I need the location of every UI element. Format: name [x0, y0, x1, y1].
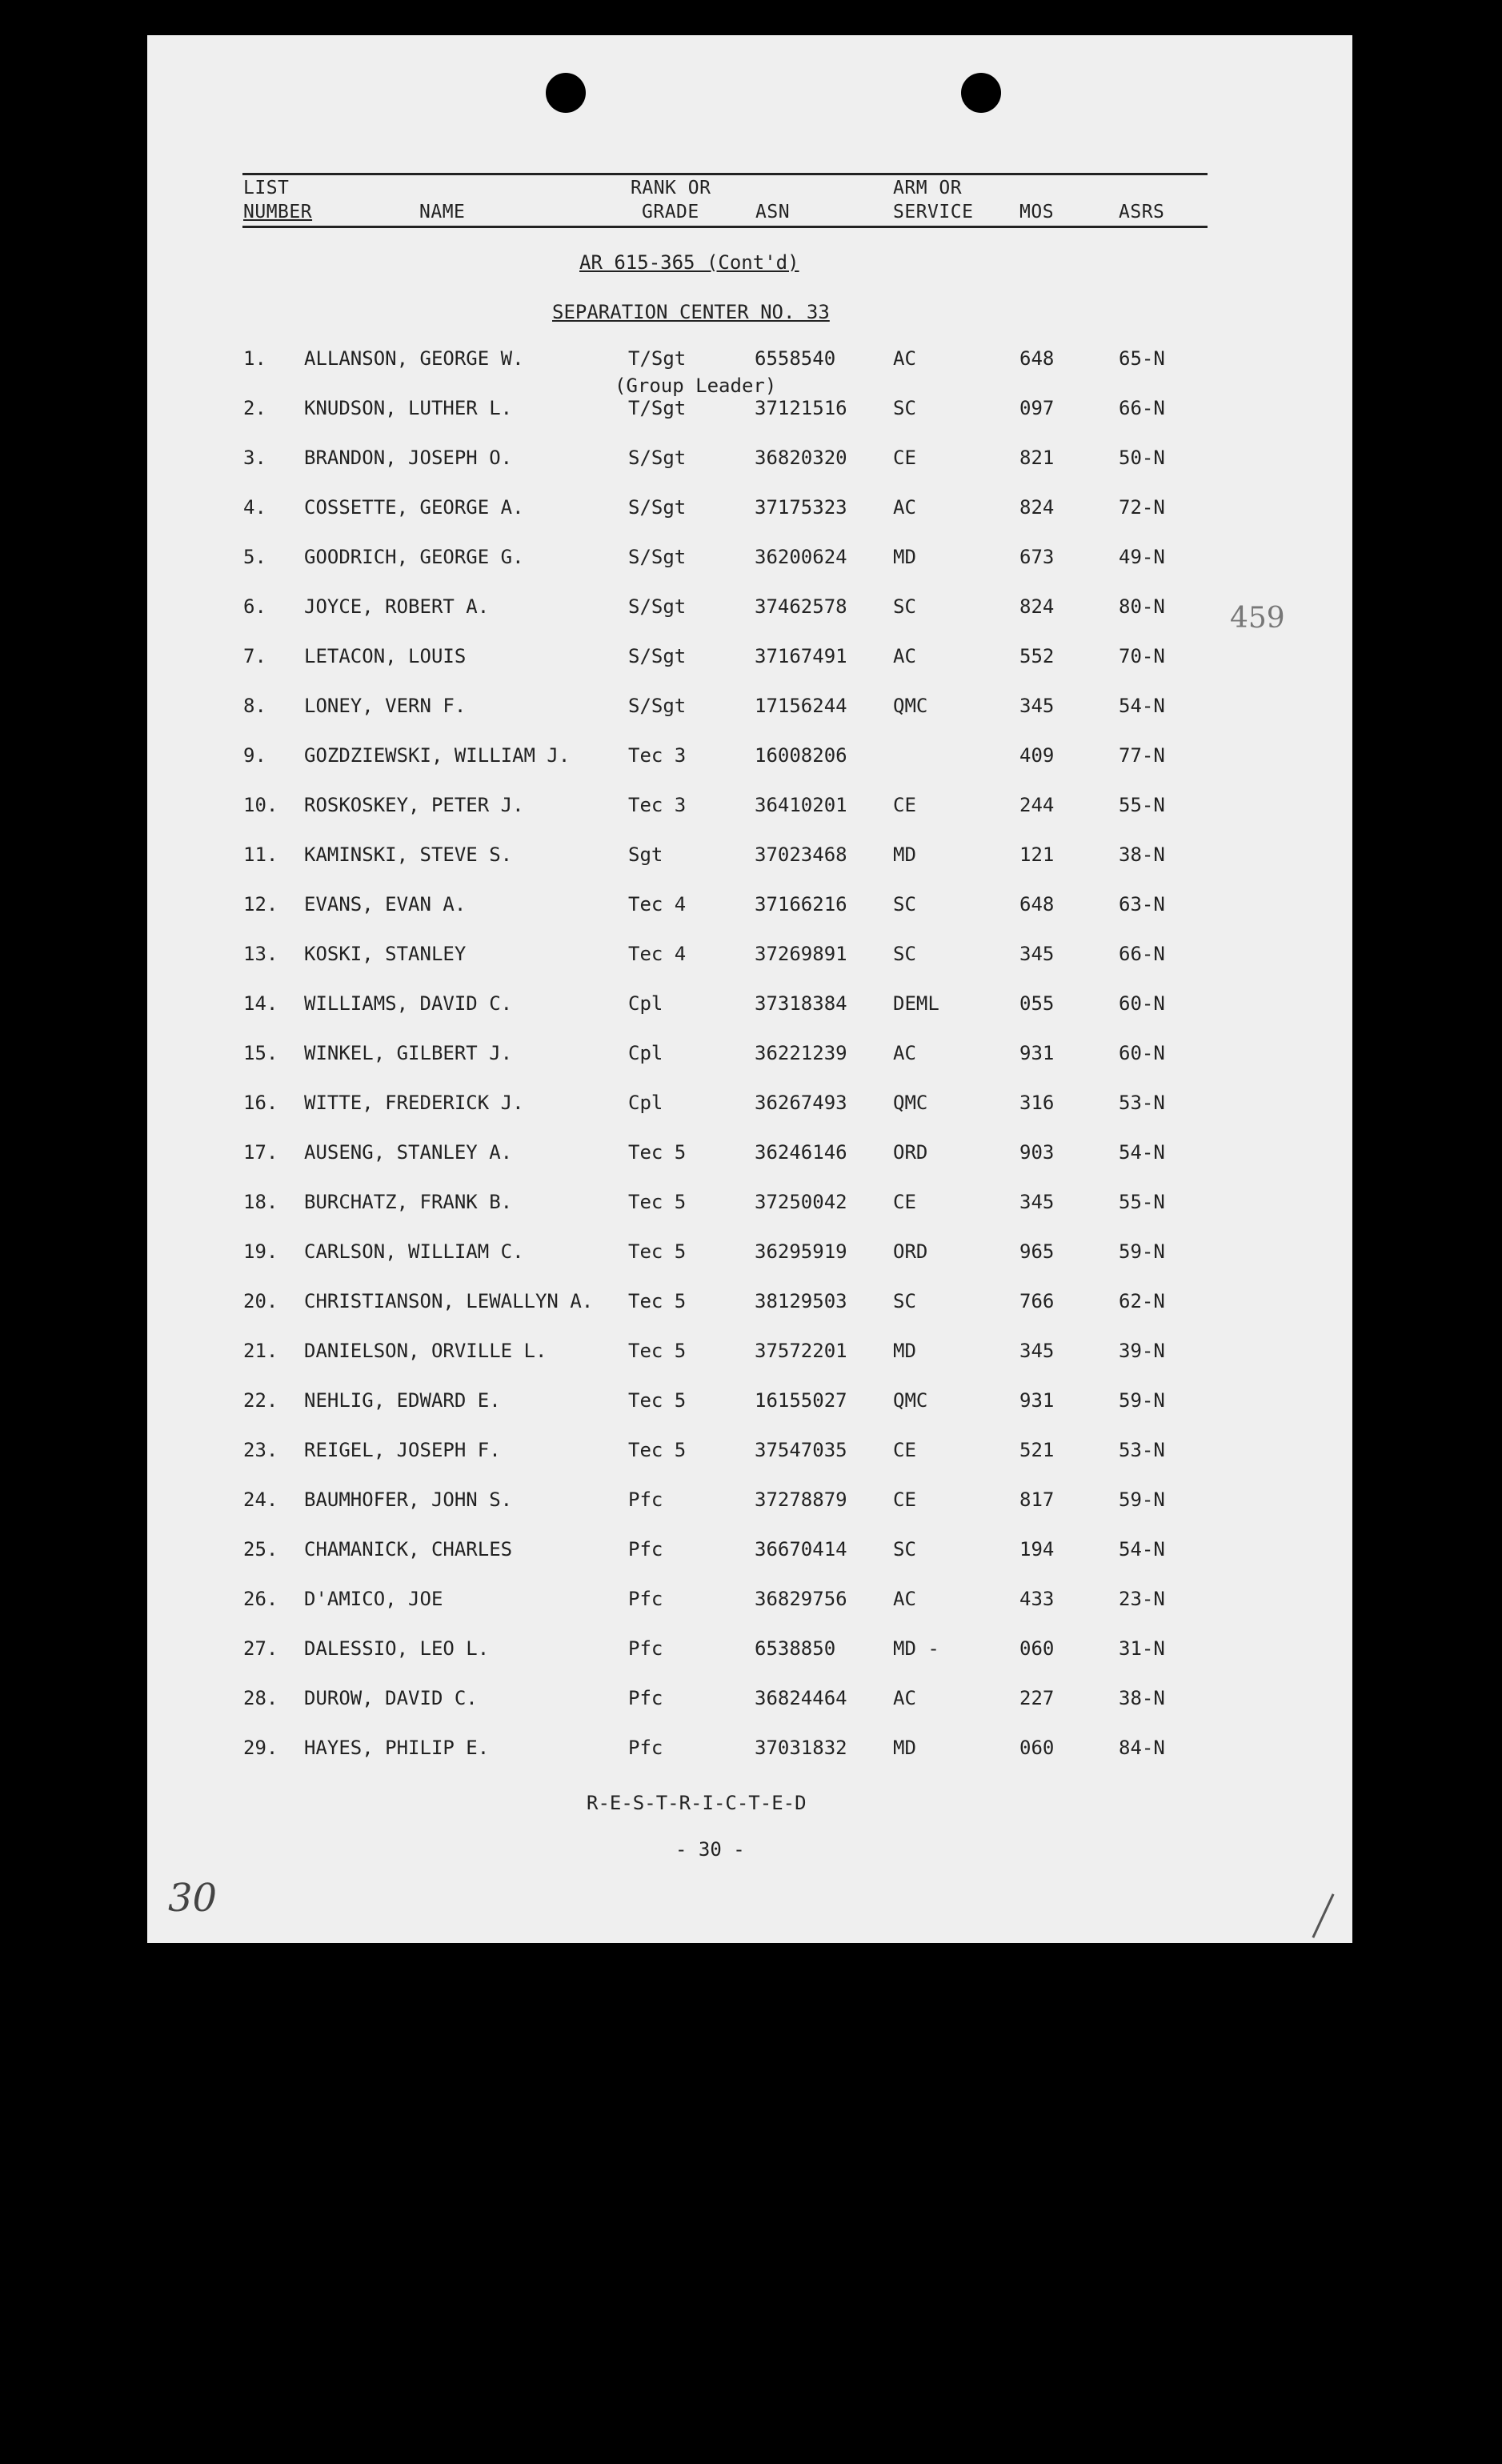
cell-asrs: 80-N	[1119, 595, 1165, 618]
cell-rank: Tec 5	[628, 1439, 687, 1461]
cell-asrs: 31-N	[1119, 1637, 1165, 1660]
cell-asrs: 50-N	[1119, 447, 1165, 469]
cell-mos: 817	[1019, 1488, 1055, 1511]
cell-rank: Pfc	[628, 1637, 663, 1660]
cell-rank: Pfc	[628, 1588, 663, 1610]
cell-rank: Pfc	[628, 1488, 663, 1511]
pen-mark	[1312, 1893, 1334, 1938]
cell-mos: 316	[1019, 1092, 1055, 1114]
header-asrs: ASRS	[1119, 202, 1165, 222]
cell-rank: Tec 5	[628, 1389, 687, 1412]
cell-mos: 227	[1019, 1687, 1055, 1709]
cell-arm: MD	[893, 546, 916, 568]
cell-num: 22.	[243, 1389, 278, 1412]
cell-arm: QMC	[893, 1389, 928, 1412]
cell-rank: Cpl	[628, 1092, 663, 1114]
cell-asrs: 55-N	[1119, 1191, 1165, 1213]
cell-arm: AC	[893, 496, 916, 519]
cell-num: 29.	[243, 1737, 278, 1759]
cell-mos: 903	[1019, 1141, 1055, 1164]
section-title: SEPARATION CENTER NO. 33	[552, 301, 830, 323]
cell-name: KOSKI, STANLEY	[304, 943, 467, 965]
cell-mos: 824	[1019, 595, 1055, 618]
cell-name: WITTE, FREDERICK J.	[304, 1092, 524, 1114]
cell-mos: 821	[1019, 447, 1055, 469]
table-row	[147, 744, 1352, 776]
cell-asrs: 72-N	[1119, 496, 1165, 519]
cell-asrs: 49-N	[1119, 546, 1165, 568]
cell-asrs: 63-N	[1119, 893, 1165, 915]
cell-mos: 345	[1019, 1191, 1055, 1213]
cell-name: WINKEL, GILBERT J.	[304, 1042, 513, 1064]
cell-num: 19.	[243, 1240, 278, 1263]
cell-arm: QMC	[893, 695, 928, 717]
cell-mos: 345	[1019, 695, 1055, 717]
header-top-rule	[242, 173, 1208, 175]
cell-asn: 37121516	[755, 397, 847, 419]
cell-rank: Tec 5	[628, 1240, 687, 1263]
cell-name: BURCHATZ, FRANK B.	[304, 1191, 513, 1213]
cell-asn: 16008206	[755, 744, 847, 767]
cell-asrs: 53-N	[1119, 1439, 1165, 1461]
classification-marking: R-E-S-T-R-I-C-T-E-D	[587, 1792, 807, 1814]
cell-asn: 6538850	[755, 1637, 836, 1660]
cell-arm: AC	[893, 1687, 916, 1709]
cell-num: 21.	[243, 1340, 278, 1362]
cell-rank: Cpl	[628, 992, 663, 1015]
cell-num: 14.	[243, 992, 278, 1015]
cell-name: D'AMICO, JOE	[304, 1588, 443, 1610]
cell-name: CHRISTIANSON, LEWALLYN A.	[304, 1290, 594, 1312]
cell-name: AUSENG, STANLEY A.	[304, 1141, 513, 1164]
cell-name: REIGEL, JOSEPH F.	[304, 1439, 501, 1461]
table-row	[147, 1042, 1352, 1074]
cell-asn: 17156244	[755, 695, 847, 717]
cell-num: 28.	[243, 1687, 278, 1709]
cell-rank: Tec 5	[628, 1191, 687, 1213]
cell-asn: 6558540	[755, 347, 836, 370]
cell-name: DUROW, DAVID C.	[304, 1687, 478, 1709]
cell-num: 3.	[243, 447, 266, 469]
table-row	[147, 1637, 1352, 1669]
table-row	[147, 1290, 1352, 1322]
document-page	[147, 35, 1352, 1943]
cell-asn: 36670414	[755, 1538, 847, 1561]
cell-arm: AC	[893, 347, 916, 370]
table-row	[147, 1488, 1352, 1520]
cell-num: 12.	[243, 893, 278, 915]
header-list-number-2: NUMBER	[243, 202, 313, 222]
cell-rank: S/Sgt	[628, 595, 687, 618]
cell-mos: 648	[1019, 893, 1055, 915]
cell-name: ALLANSON, GEORGE W.	[304, 347, 524, 370]
cell-asn: 36829756	[755, 1588, 847, 1610]
cell-name: LONEY, VERN F.	[304, 695, 467, 717]
cell-asn: 36246146	[755, 1141, 847, 1164]
table-row	[147, 496, 1352, 528]
cell-asrs: 59-N	[1119, 1488, 1165, 1511]
cell-arm: MD	[893, 1737, 916, 1759]
cell-rank: Tec 3	[628, 794, 687, 816]
cell-name: COSSETTE, GEORGE A.	[304, 496, 524, 519]
punch-hole	[546, 73, 586, 113]
cell-asn: 36820320	[755, 447, 847, 469]
table-row	[147, 794, 1352, 826]
header-arm-1: ARM OR	[893, 178, 963, 198]
cell-asrs: 60-N	[1119, 1042, 1165, 1064]
page-number: - 30 -	[675, 1838, 745, 1861]
cell-mos: 097	[1019, 397, 1055, 419]
header-arm-2: SERVICE	[893, 202, 974, 222]
cell-num: 17.	[243, 1141, 278, 1164]
cell-asrs: 59-N	[1119, 1240, 1165, 1263]
cell-num: 9.	[243, 744, 266, 767]
cell-name: LETACON, LOUIS	[304, 645, 467, 667]
cell-rank: Tec 5	[628, 1141, 687, 1164]
table-row	[147, 1687, 1352, 1719]
cell-asn: 38129503	[755, 1290, 847, 1312]
cell-mos: 055	[1019, 992, 1055, 1015]
cell-name: GOODRICH, GEORGE G.	[304, 546, 524, 568]
cell-arm: SC	[893, 943, 916, 965]
cell-mos: 244	[1019, 794, 1055, 816]
table-row	[147, 1737, 1352, 1769]
cell-asrs: 54-N	[1119, 1538, 1165, 1561]
cell-arm: CE	[893, 794, 916, 816]
table-row	[147, 1538, 1352, 1570]
cell-name: EVANS, EVAN A.	[304, 893, 467, 915]
cell-num: 18.	[243, 1191, 278, 1213]
table-row	[147, 546, 1352, 578]
cell-mos: 766	[1019, 1290, 1055, 1312]
cell-arm: SC	[893, 595, 916, 618]
header-list-number-1: LIST	[243, 178, 290, 198]
cell-rank: S/Sgt	[628, 447, 687, 469]
cell-asrs: 54-N	[1119, 695, 1165, 717]
cell-rank: T/Sgt	[628, 347, 687, 370]
cell-name: GOZDZIEWSKI, WILLIAM J.	[304, 744, 571, 767]
cell-rank: Cpl	[628, 1042, 663, 1064]
cell-rank: Tec 4	[628, 893, 687, 915]
cell-rank: S/Sgt	[628, 645, 687, 667]
punch-hole	[961, 73, 1001, 113]
table-row	[147, 1340, 1352, 1372]
cell-name: WILLIAMS, DAVID C.	[304, 992, 513, 1015]
cell-asrs: 70-N	[1119, 645, 1165, 667]
cell-arm: QMC	[893, 1092, 928, 1114]
cell-name: NEHLIG, EDWARD E.	[304, 1389, 501, 1412]
cell-name: KAMINSKI, STEVE S.	[304, 843, 513, 866]
cell-num: 11.	[243, 843, 278, 866]
cell-asrs: 65-N	[1119, 347, 1165, 370]
cell-asrs: 60-N	[1119, 992, 1165, 1015]
cell-arm: MD -	[893, 1637, 939, 1660]
table-row	[147, 943, 1352, 975]
cell-mos: 345	[1019, 1340, 1055, 1362]
cell-rank: Pfc	[628, 1538, 663, 1561]
table-row	[147, 1439, 1352, 1471]
table-row	[147, 645, 1352, 677]
cell-asrs: 77-N	[1119, 744, 1165, 767]
cell-rank: Tec 3	[628, 744, 687, 767]
cell-name: KNUDSON, LUTHER L.	[304, 397, 513, 419]
table-row	[147, 695, 1352, 727]
cell-arm: CE	[893, 1439, 916, 1461]
cell-name: CARLSON, WILLIAM C.	[304, 1240, 524, 1263]
table-row	[147, 1240, 1352, 1272]
cell-asn: 37166216	[755, 893, 847, 915]
cell-mos: 965	[1019, 1240, 1055, 1263]
cell-mos: 521	[1019, 1439, 1055, 1461]
header-rank-1: RANK OR	[631, 178, 711, 198]
header-bottom-rule	[242, 226, 1208, 228]
cell-asrs: 66-N	[1119, 943, 1165, 965]
cell-num: 26.	[243, 1588, 278, 1610]
cell-num: 10.	[243, 794, 278, 816]
cell-num: 13.	[243, 943, 278, 965]
cell-arm: DEML	[893, 992, 939, 1015]
table-row	[147, 1191, 1352, 1223]
table-row	[147, 397, 1352, 429]
cell-num: 16.	[243, 1092, 278, 1114]
cell-asrs: 54-N	[1119, 1141, 1165, 1164]
cell-asrs: 23-N	[1119, 1588, 1165, 1610]
cell-num: 6.	[243, 595, 266, 618]
handwritten-page-number: 30	[168, 1876, 218, 1921]
cell-asn: 36267493	[755, 1092, 847, 1114]
table-row	[147, 1588, 1352, 1620]
cell-name: BAUMHOFER, JOHN S.	[304, 1488, 513, 1511]
cell-arm: MD	[893, 1340, 916, 1362]
cell-asrs: 53-N	[1119, 1092, 1165, 1114]
cell-num: 23.	[243, 1439, 278, 1461]
header-asn: ASN	[755, 202, 791, 222]
header-mos: MOS	[1019, 202, 1055, 222]
table-row	[147, 992, 1352, 1024]
cell-mos: 194	[1019, 1538, 1055, 1561]
header-rank-2: GRADE	[642, 202, 699, 222]
header-name: NAME	[419, 202, 466, 222]
cell-arm: ORD	[893, 1240, 928, 1263]
cell-num: 8.	[243, 695, 266, 717]
cell-rank: T/Sgt	[628, 397, 687, 419]
cell-mos: 824	[1019, 496, 1055, 519]
cell-asrs: 84-N	[1119, 1737, 1165, 1759]
cell-mos: 121	[1019, 843, 1055, 866]
cell-asrs: 55-N	[1119, 794, 1165, 816]
cell-asn: 37318384	[755, 992, 847, 1015]
cell-mos: 433	[1019, 1588, 1055, 1610]
cell-mos: 345	[1019, 943, 1055, 965]
cell-num: 1.	[243, 347, 266, 370]
cell-rank: Sgt	[628, 843, 663, 866]
cell-asrs: 62-N	[1119, 1290, 1165, 1312]
cell-arm: AC	[893, 1042, 916, 1064]
cell-num: 24.	[243, 1488, 278, 1511]
cell-asn: 36221239	[755, 1042, 847, 1064]
cell-num: 5.	[243, 546, 266, 568]
cell-mos: 060	[1019, 1737, 1055, 1759]
cell-mos: 060	[1019, 1637, 1055, 1660]
cell-arm: AC	[893, 645, 916, 667]
cell-num: 20.	[243, 1290, 278, 1312]
cell-rank: Pfc	[628, 1737, 663, 1759]
cell-num: 7.	[243, 645, 266, 667]
cell-mos: 409	[1019, 744, 1055, 767]
cell-rank: S/Sgt	[628, 496, 687, 519]
stamped-number: 459	[1230, 602, 1285, 635]
cell-arm: CE	[893, 1488, 916, 1511]
table-row	[147, 1092, 1352, 1124]
cell-asn: 37167491	[755, 645, 847, 667]
cell-asn: 36824464	[755, 1687, 847, 1709]
cell-asrs: 66-N	[1119, 397, 1165, 419]
cell-asn: 37547035	[755, 1439, 847, 1461]
cell-arm: ORD	[893, 1141, 928, 1164]
cell-name: DALESSIO, LEO L.	[304, 1637, 490, 1660]
cell-asn: 37250042	[755, 1191, 847, 1213]
cell-arm: CE	[893, 1191, 916, 1213]
cell-asn: 37023468	[755, 843, 847, 866]
table-row	[147, 595, 1352, 627]
cell-asn: 16155027	[755, 1389, 847, 1412]
cell-name: JOYCE, ROBERT A.	[304, 595, 490, 618]
cell-asrs: 59-N	[1119, 1389, 1165, 1412]
cell-name: BRANDON, JOSEPH O.	[304, 447, 513, 469]
cell-asrs: 38-N	[1119, 1687, 1165, 1709]
cell-asn: 36295919	[755, 1240, 847, 1263]
cell-rank: S/Sgt	[628, 695, 687, 717]
cell-arm: SC	[893, 893, 916, 915]
cell-name: HAYES, PHILIP E.	[304, 1737, 490, 1759]
cell-asrs: 38-N	[1119, 843, 1165, 866]
cell-note: (Group Leader)	[615, 375, 777, 397]
cell-mos: 552	[1019, 645, 1055, 667]
cell-asn: 37031832	[755, 1737, 847, 1759]
cell-arm: SC	[893, 397, 916, 419]
cell-asn: 37572201	[755, 1340, 847, 1362]
cell-mos: 931	[1019, 1389, 1055, 1412]
cell-name: ROSKOSKEY, PETER J.	[304, 794, 524, 816]
table-row	[147, 1141, 1352, 1173]
cell-mos: 931	[1019, 1042, 1055, 1064]
cell-asn: 36410201	[755, 794, 847, 816]
cell-num: 15.	[243, 1042, 278, 1064]
table-row	[147, 447, 1352, 479]
cell-asn: 37278879	[755, 1488, 847, 1511]
cell-asn: 36200624	[755, 546, 847, 568]
cell-arm: MD	[893, 843, 916, 866]
cell-rank: Tec 4	[628, 943, 687, 965]
cell-name: CHAMANICK, CHARLES	[304, 1538, 513, 1561]
cell-arm: SC	[893, 1290, 916, 1312]
table-row	[147, 347, 1352, 397]
cell-rank: Pfc	[628, 1687, 663, 1709]
table-row	[147, 1389, 1352, 1421]
cell-mos: 648	[1019, 347, 1055, 370]
cell-rank: Tec 5	[628, 1340, 687, 1362]
cell-rank: Tec 5	[628, 1290, 687, 1312]
cell-rank: S/Sgt	[628, 546, 687, 568]
cell-num: 2.	[243, 397, 266, 419]
table-row	[147, 893, 1352, 925]
cell-num: 27.	[243, 1637, 278, 1660]
table-row	[147, 843, 1352, 875]
cell-num: 25.	[243, 1538, 278, 1561]
cell-asn: 37175323	[755, 496, 847, 519]
cell-arm: AC	[893, 1588, 916, 1610]
cell-asrs: 39-N	[1119, 1340, 1165, 1362]
cell-name: DANIELSON, ORVILLE L.	[304, 1340, 547, 1362]
cell-asn: 37269891	[755, 943, 847, 965]
cell-num: 4.	[243, 496, 266, 519]
regulation-subtitle: AR 615-365 (Cont'd)	[579, 251, 799, 274]
cell-mos: 673	[1019, 546, 1055, 568]
cell-arm: CE	[893, 447, 916, 469]
cell-arm: SC	[893, 1538, 916, 1561]
cell-asn: 37462578	[755, 595, 847, 618]
